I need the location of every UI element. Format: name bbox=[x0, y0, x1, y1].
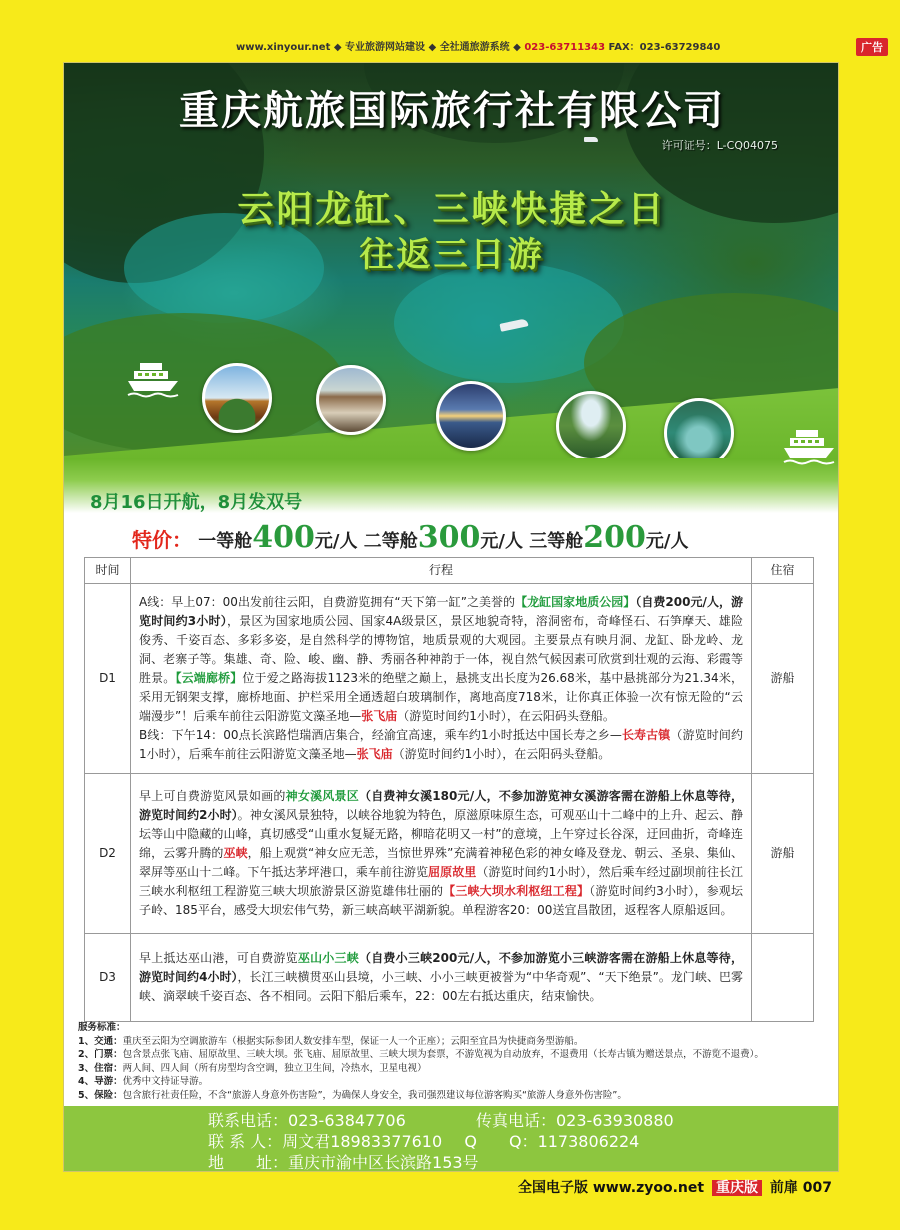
itinerary-text: 巫山小三峡 bbox=[297, 951, 359, 965]
cruise-ship-icon bbox=[126, 359, 180, 399]
contact-row-person: 联 系 人：周文君18983377610 Q Q：1173806224 bbox=[208, 1132, 640, 1151]
service-item: 4、导游：优秀中文持证导游。 bbox=[78, 1076, 209, 1087]
header-time: 时间 bbox=[85, 558, 131, 584]
service-item: 1、交通：重庆至云阳为空调旅游车（根据实际参团人数安排车型，保证一人一个正座）；云阳至宜昌为快捷商务型游船。 bbox=[78, 1035, 584, 1047]
itinerary-text: 张飞庙 bbox=[361, 709, 398, 723]
footer-prefix: 全国电子版 bbox=[518, 1180, 588, 1196]
site-url[interactable]: www.xinyour.net bbox=[236, 42, 331, 53]
contact-phone[interactable]: 023-63847706 bbox=[288, 1111, 406, 1130]
bullet-icon: ◆ bbox=[428, 42, 440, 53]
itinerary-text: 。神女溪风景独特，以峡谷地貌为特色，原滋原味原生态，可观巫山十二峰中的上升、起云、静坛等山中隐藏的山峰，真切感受“山重水复疑无路，柳暗花明又一村”的意境，上午穿过长谷深，迂回曲折，奇峰连绵，云雾升腾的 bbox=[139, 808, 743, 860]
footer-url[interactable]: www.zyoo.net bbox=[592, 1180, 705, 1196]
day-cell: D2 bbox=[85, 774, 131, 934]
service-item: 3、住宿：两人间、四人间（所有房型均含空调，独立卫生间，冷热水，卫星电视） bbox=[78, 1062, 427, 1074]
scenic-photo-temple-gate bbox=[316, 365, 386, 435]
itinerary-text: 张飞庙 bbox=[356, 747, 393, 761]
top-item-system: 全社通旅游系统 bbox=[439, 42, 510, 53]
contact-address: 重庆市渝中区长滨路153号 bbox=[288, 1153, 479, 1172]
price-second-label: 二等舱 bbox=[363, 531, 418, 552]
itinerary-text: 巫峡 bbox=[223, 846, 248, 860]
departure-schedule: 8月16日开航，8月发双号 bbox=[90, 492, 303, 513]
price-label: 特价 bbox=[132, 528, 172, 552]
service-item: 5、保险：包含旅行社责任险，不含“旅游人身意外伤害险”，为确保人身安全，我司强烈建议每位游客购买“旅游人身意外伤害险”。 bbox=[78, 1089, 627, 1101]
boat-icon bbox=[584, 137, 598, 142]
contact-fax[interactable]: 023-63930880 bbox=[555, 1111, 674, 1130]
itinerary-text: 【云端廊桥】 bbox=[175, 671, 243, 685]
contact-row-address: 地 址：重庆市渝中区长滨路153号 bbox=[208, 1153, 479, 1172]
bullet-icon: ◆ bbox=[333, 42, 346, 53]
scenic-photo-dam-night bbox=[436, 381, 506, 451]
ad-sheet bbox=[63, 62, 839, 1172]
price-third-label: 三等舱 bbox=[529, 531, 584, 552]
itinerary-text: （游览时间约1小时），然后乘车经过副坝前往长江三峡水利枢纽工程游览三峡大坝旅游景区游览雄伟壮丽的 bbox=[139, 865, 743, 898]
itinerary-text: B线：下午14：00点长滨路恺瑞酒店集合，经渝宜高速，乘车约1小时抵达中国长寿之乡— bbox=[139, 728, 622, 742]
tour-title-line1: 云阳龙缸、三峡快捷之日 bbox=[237, 189, 667, 230]
itinerary-text: （游览时间约3小时），参观坛子岭、185平台，感受大坝宏伟气势，新三峡高峡平湖新貌。单程游客20：00送宜昌散团，返程客人原船返回。 bbox=[139, 884, 743, 917]
ad-badge: 广告 bbox=[856, 38, 888, 56]
itinerary-text: 神女溪风景区 bbox=[285, 789, 359, 803]
contact-person[interactable]: 周文君18983377610 bbox=[282, 1132, 443, 1151]
license-number: 许可证号：L-CQ04075 bbox=[661, 139, 778, 152]
hero-banner bbox=[64, 63, 839, 458]
price-first-label: 一等舱 bbox=[198, 531, 253, 552]
price-second-value: 300 bbox=[417, 520, 481, 555]
table-row bbox=[85, 774, 814, 934]
service-standards bbox=[78, 1021, 828, 1102]
table-header-row bbox=[85, 558, 814, 584]
contact-qq[interactable]: 1173806224 bbox=[537, 1132, 640, 1151]
itinerary-text: （自费200元/人，游览时间约3小时） bbox=[139, 595, 743, 628]
itinerary-text: ，长江三峡横贯巫山县境，小三峡、小小三峡更被誉为“中华奇观”、“天下绝景”。龙门峡、巴雾峡、滴翠峡千姿百态、各不相同。云阳下船后乘车，22：00左右抵达重庆，结束愉快。 bbox=[139, 970, 743, 1003]
table-row bbox=[85, 584, 814, 774]
itinerary-text: （游览时间约1小时），后乘车前往云阳游览文藻圣地— bbox=[139, 728, 743, 761]
contact-row-phone: 联系电话：023-63847706 传真电话：023-63930880 bbox=[208, 1111, 674, 1130]
itinerary-text: 长寿古镇 bbox=[621, 728, 671, 742]
stay-cell bbox=[752, 934, 814, 1022]
service-item: 2、门票：包含景点张飞庙、屈原故里、三峡大坝。张飞庙、屈原故里、三峡大坝为套票，不游览视为自动放弃，不退费用（长寿古镇为赠送景点，不游览不退费）。 bbox=[78, 1049, 764, 1060]
top-fax: FAX：023-63729840 bbox=[608, 42, 721, 53]
top-tel: 023-63711343 bbox=[524, 42, 606, 53]
tour-title-line2: 往返三日游 bbox=[359, 235, 545, 275]
price-first-value: 400 bbox=[252, 520, 315, 555]
itinerary-text: 【三峡大坝水利枢纽工程】 bbox=[443, 884, 590, 898]
cruise-ship-icon bbox=[782, 426, 836, 466]
itinerary-text: （游览时间约1小时），在云阳码头登船。 bbox=[392, 747, 611, 761]
itinerary-text: ，船上观赏“神女应无恙，当惊世界殊”充满着神秘色彩的神女峰及登龙、朝云、圣泉、集仙、翠屏等巫山十二峰。下午抵达茅坪港口，乘车前往游览 bbox=[139, 846, 743, 879]
footer-region-badge: 重庆版 bbox=[712, 1180, 762, 1196]
company-name: 重庆航旅国际旅行社有限公司 bbox=[179, 88, 725, 134]
itinerary-text: 【龙缸国家地质公园】 bbox=[515, 595, 636, 609]
bullet-icon: ◆ bbox=[513, 42, 525, 53]
itinerary-table bbox=[84, 557, 814, 1022]
page-footer bbox=[518, 1177, 832, 1197]
itinerary-text: 屈原故里 bbox=[428, 865, 477, 879]
itinerary-text: 早上可自费游览风景如画的 bbox=[139, 789, 286, 803]
itinerary-text: ，景区为国家地质公园、国家4A级景区，景区地貌奇特，溶洞密布，奇峰怪石、石笋摩天、雄险俊秀、千姿百态、多彩多姿，是自然科学的博物馆，地质景观的大观园。主要景点有映月洞、龙缸、卧龙岭、龙洞、老寨子等。集雄、奇、险、峻、幽、静、秀丽各种神韵于一体，视自然气候因素可欣赏到壮观的云海、彩霞等胜景。 bbox=[139, 614, 743, 685]
service-title: 服务标准： bbox=[78, 1022, 126, 1033]
itinerary-text: （自费神女溪180元/人，不参加游览神女溪游客需在游船上休息等待，游览时间约2小时） bbox=[139, 789, 743, 822]
day-cell: D1 bbox=[85, 584, 131, 774]
itinerary-text: 早上抵达巫山港，可自费游览 bbox=[139, 951, 298, 965]
itinerary-text: （自费小三峡200元/人，不参加游览小三峡游客需在游船上休息等待，游览时间约4小时） bbox=[139, 951, 743, 984]
contact-band bbox=[64, 1106, 839, 1172]
top-info-bar bbox=[236, 38, 720, 53]
itinerary-text: （游览时间约1小时），在云阳码头登船。 bbox=[397, 709, 615, 723]
scenic-photo-gorge bbox=[556, 391, 626, 458]
top-item-website: 专业旅游网站建设 bbox=[345, 42, 426, 53]
header-itinerary: 行程 bbox=[131, 558, 752, 584]
special-price: 特价： 一等舱400元/人 二等舱300元/人 三等舱200元/人 bbox=[132, 520, 689, 555]
footer-page: 前扉 007 bbox=[769, 1180, 832, 1196]
scenic-photo-pavilion bbox=[202, 363, 272, 433]
itinerary-text: A线：早上07：00出发前往云阳，自费游览拥有“天下第一缸”之美誉的 bbox=[139, 595, 516, 609]
table-row bbox=[85, 934, 814, 1022]
itinerary-cell bbox=[131, 584, 752, 774]
day-cell: D3 bbox=[85, 934, 131, 1022]
price-third-value: 200 bbox=[583, 520, 646, 555]
itinerary-cell bbox=[131, 934, 752, 1022]
stay-cell: 游船 bbox=[752, 774, 814, 934]
itinerary-cell bbox=[131, 774, 752, 934]
itinerary-text: 位于爱之路海拔1123米的绝壁之巅上，悬挑支出长度为26.68米，基中悬挑部分为21.34米，采用无钢架支撑，廊桥地面、护栏采用全通透超白玻璃制作，离地高度718米，让你真正体验一次有惊无险的“云端漫步”！后乘车前往云阳游览文藻圣地— bbox=[139, 671, 743, 723]
header-stay: 住宿 bbox=[752, 558, 814, 584]
stay-cell: 游船 bbox=[752, 584, 814, 774]
